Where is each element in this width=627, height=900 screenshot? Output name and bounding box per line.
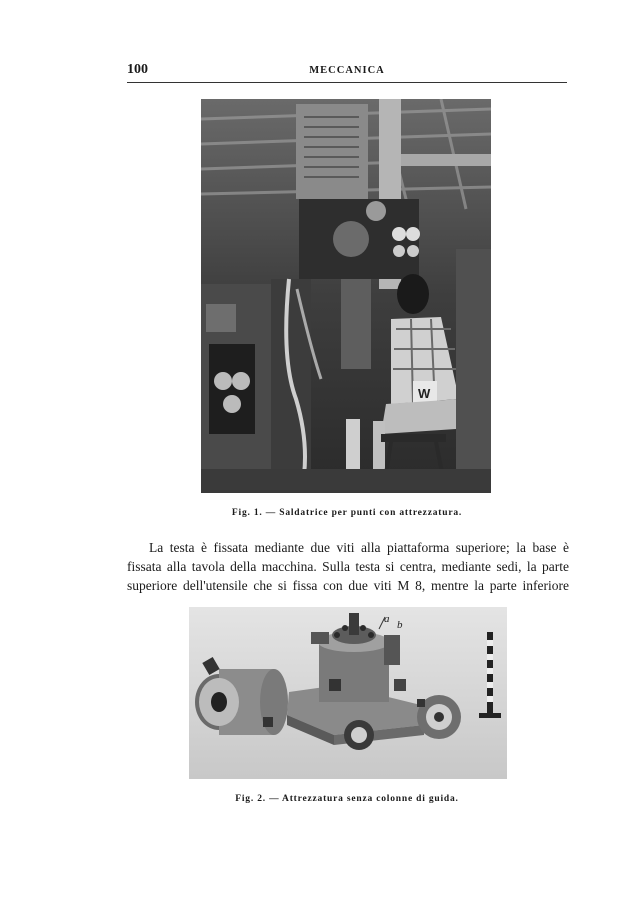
page-header [127, 62, 567, 82]
figure-1-photo [201, 99, 491, 493]
paragraph-line: La testa è fissata mediante due viti alla piattaforma superiore; la base è [149, 540, 569, 555]
header-rule [127, 82, 567, 83]
paragraph-line: fissata alla tavola della macchina. Sulla testa si centra, mediante sedi, la parte [127, 559, 569, 574]
page-number: 100 [127, 62, 148, 77]
running-head: MECCANICA [309, 65, 385, 76]
label-b: b [397, 619, 403, 631]
figure-2-photo [189, 607, 507, 779]
label-a: a [384, 613, 390, 625]
body-paragraph [127, 538, 569, 595]
figure-1-caption: Fig. 1. — Saldatrice per punti con attrezzatura. [231, 508, 463, 518]
paragraph-line: superiore dell'utensile che si fissa con due viti M 8, mentre la parte inferiore [127, 578, 569, 593]
spot-welder-photo [201, 99, 491, 493]
fixture-photo [189, 607, 507, 779]
apron-letter: W [418, 386, 431, 401]
figure-2-caption: Fig. 2. — Attrezzatura senza colonne di guida. [235, 794, 459, 804]
